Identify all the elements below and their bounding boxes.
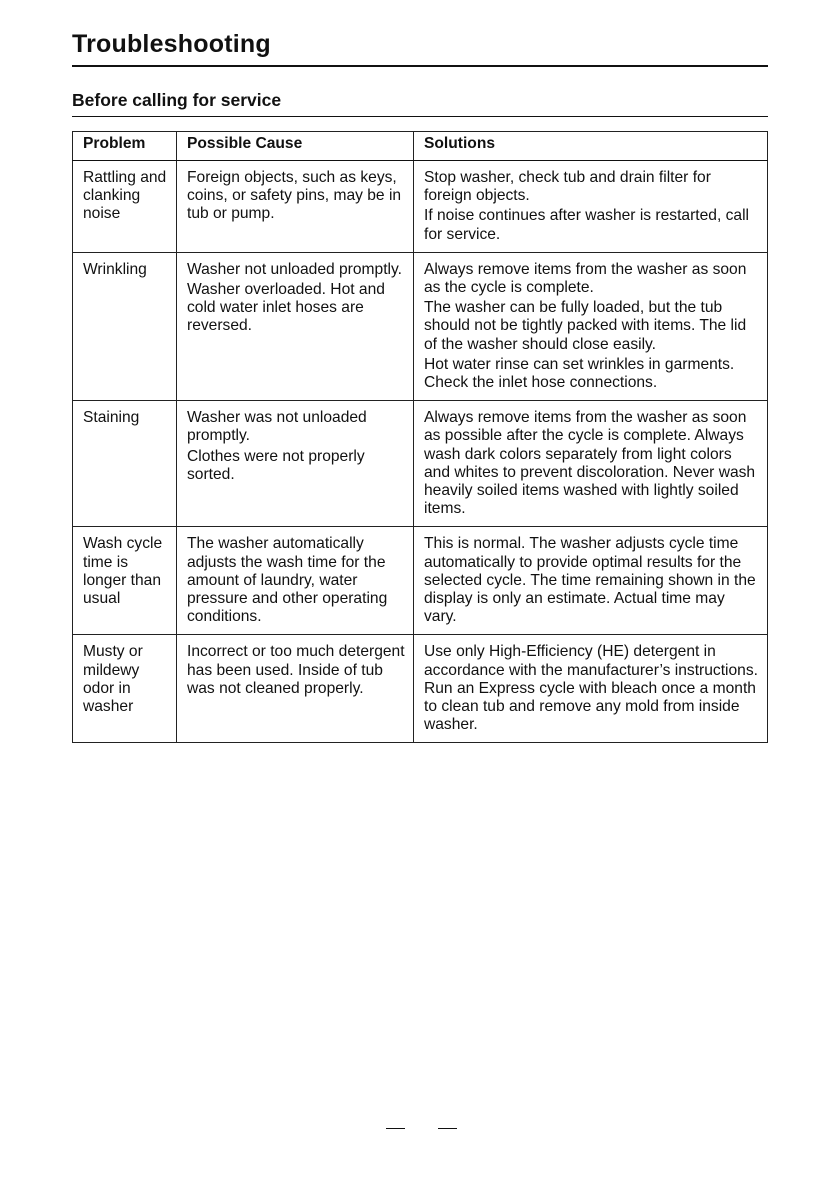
cause-text: Foreign objects, such as keys, coins, or safety pins, may be in tub or pump.: [187, 169, 402, 223]
header-possible-cause: Possible Cause: [177, 132, 414, 161]
problem-cell: Rattling and clanking noise: [73, 161, 177, 253]
title-divider: [72, 65, 768, 67]
solution-text: Always remove items from the washer as soon as possible after the cycle is complete. Always wash dark colors separately from light colors and whites to prevent discoloration. Never wash heavily soiled items washed with lightly soiled items.: [424, 409, 756, 518]
table-row: [73, 161, 768, 253]
table-row: [73, 527, 768, 635]
page-title: Troubleshooting: [72, 30, 271, 58]
cause-cell: [177, 252, 414, 400]
cause-text: The washer automatically adjusts the wash time for the amount of laundry, water pressure and other operating conditions.: [187, 535, 388, 626]
problem-cell: Staining: [73, 401, 177, 527]
cause-text: Washer was not unloaded promptly.: [187, 409, 367, 445]
solution-cell: [414, 161, 768, 253]
solution-cell: [414, 527, 768, 635]
cause-text: Washer overloaded. Hot and cold water inlet hoses are reversed.: [187, 281, 385, 335]
cause-cell: [177, 635, 414, 743]
cause-text: Washer not unloaded promptly.: [187, 260, 402, 278]
troubleshooting-table: [72, 131, 768, 743]
page-number-marks: [386, 1128, 458, 1130]
solution-text: Use only High-Efficiency (HE) detergent in accordance with the manufacturer’s instructions. Run an Express cycle with bleach once a month to clean tub and remove any mold from inside washer.: [424, 643, 758, 734]
cause-cell: [177, 527, 414, 635]
solution-text: Always remove items from the washer as soon as the cycle is complete.: [424, 260, 747, 297]
solution-text: Hot water rinse can set wrinkles in garments. Check the inlet hose connections.: [424, 355, 735, 392]
solution-text: Stop washer, check tub and drain filter for foreign objects.: [424, 169, 711, 205]
solution-text: The washer can be fully loaded, but the tub should not be tightly packed with items. The lid of the washer should close easily.: [424, 299, 747, 353]
problem-cell: Wash cycle time is longer than usual: [73, 527, 177, 635]
problem-cell: Wrinkling: [73, 252, 177, 400]
header-solutions: Solutions: [414, 132, 768, 161]
solution-cell: [414, 635, 768, 743]
table-row: [73, 401, 768, 527]
cause-text: Incorrect or too much detergent has been used. Inside of tub was not cleaned properly.: [187, 643, 405, 697]
section-divider: [72, 116, 768, 117]
header-problem: Problem: [73, 132, 177, 161]
solution-text: If noise continues after washer is restarted, call for service.: [424, 207, 750, 243]
page-mark-left: [386, 1128, 405, 1129]
section-heading: Before calling for service: [72, 90, 282, 110]
page-mark-right: [438, 1128, 457, 1129]
solution-text: This is normal. The washer adjusts cycle time automatically to provide optimal results for the selected cycle. The time remaining shown in the display is only an estimate. Actual time may vary.: [424, 535, 756, 626]
cause-cell: [177, 161, 414, 253]
table-row: [73, 635, 768, 743]
cause-cell: [177, 401, 414, 527]
table-row: [73, 252, 768, 400]
cause-text: Clothes were not properly sorted.: [187, 447, 365, 483]
solution-cell: [414, 401, 768, 527]
table-header-row: [73, 132, 768, 161]
problem-cell: Musty or mildewy odor in washer: [73, 635, 177, 743]
solution-cell: [414, 252, 768, 400]
